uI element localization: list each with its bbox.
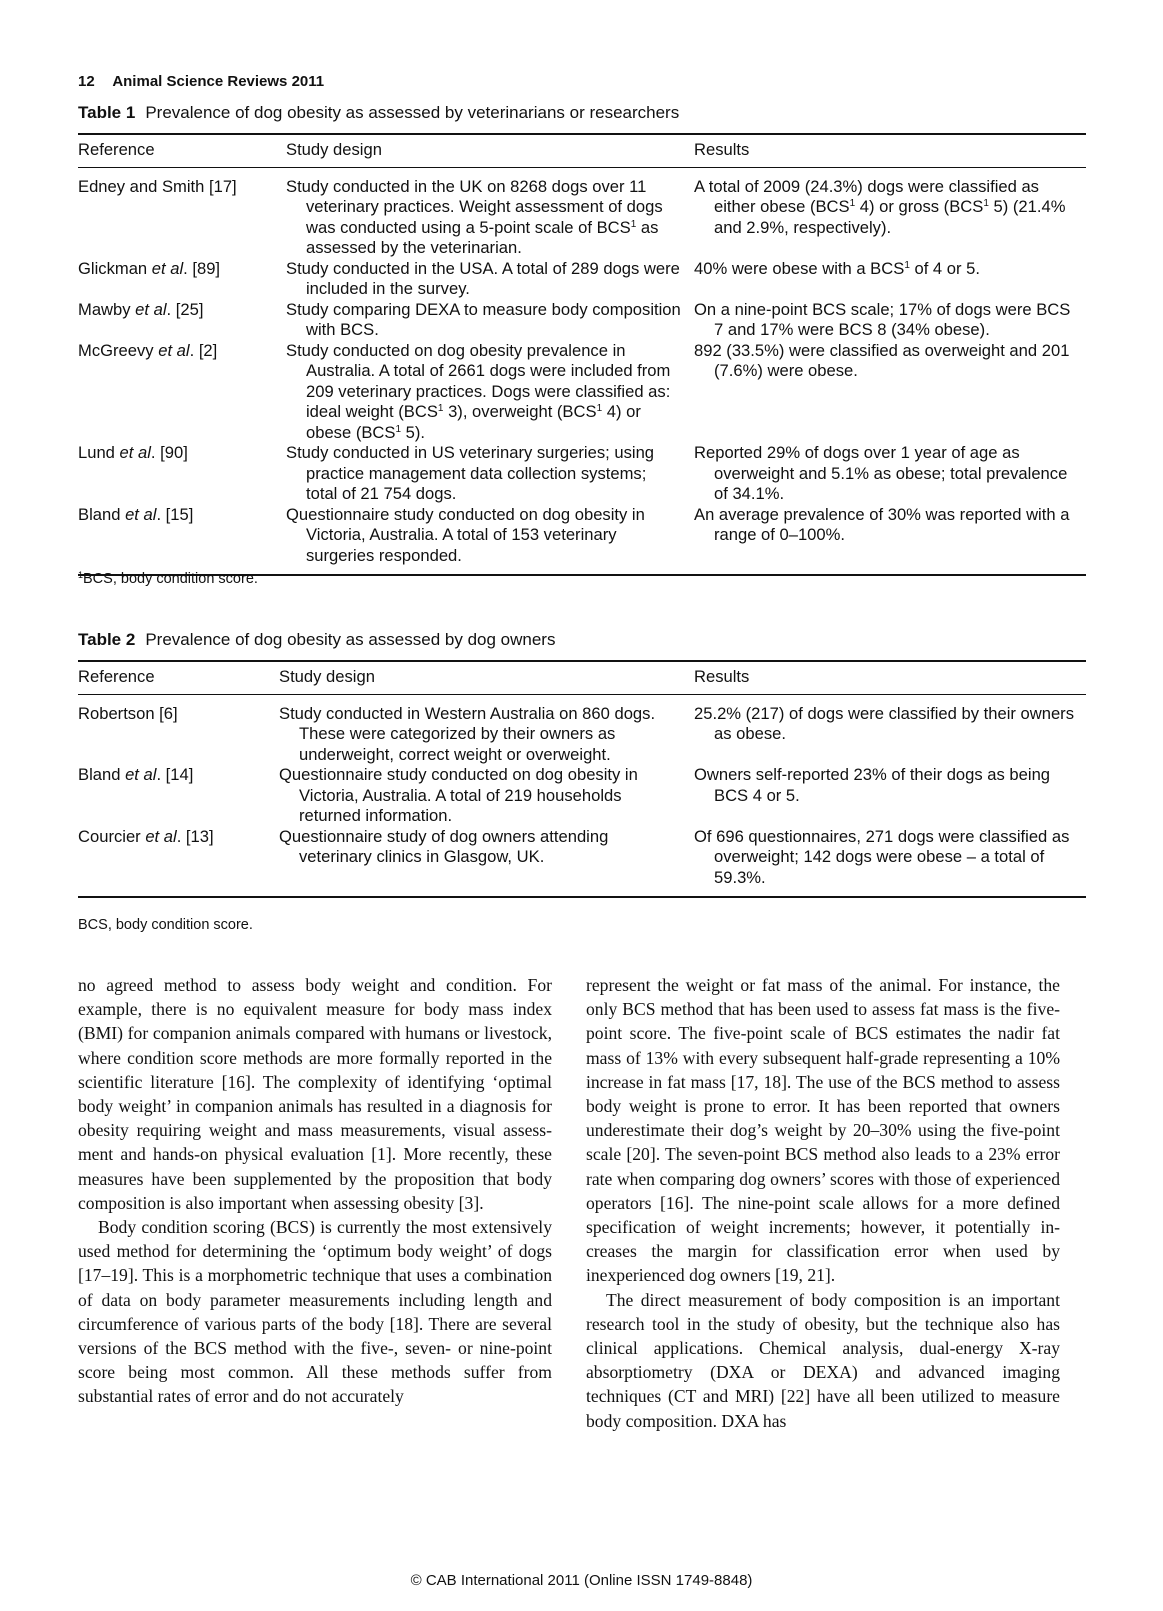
reference-cell: Mawby et al. [25]	[78, 299, 204, 319]
design-cell: Questionnaire study conducted on dog obesity in Victoria, Australia. A total of 219 households returned information.	[279, 765, 638, 825]
table2-label: Table 2	[78, 630, 136, 649]
reference-cell: McGreevy et al. [2]	[78, 340, 218, 360]
table1-footnote: $^1$BCS, body condition score.	[78, 570, 258, 587]
copyright-footer: © CAB International 2011 (Online ISSN 1749-8848)	[410, 1572, 753, 1589]
results-cell: On a nine-point BCS scale; 17% of dogs were BCS 7 and 17% were BCS 8 (34% obese).	[694, 299, 1071, 339]
design-cell: Study conducted in the USA. A total of 289 dogs were included in the survey.	[286, 258, 680, 298]
table1-label: Table 1	[78, 103, 136, 122]
results-cell: An average prevalence of 30% was reported with a range of 0–100%.	[694, 505, 1086, 576]
table1-caption	[78, 103, 679, 123]
table1-row	[78, 443, 1086, 505]
results-cell: Of 696 questionnaires, 271 dogs were classified as overweight; 142 dogs were obese – a total of 59.3%.	[694, 827, 1086, 898]
results-cell: 40% were obese with a BCS$^1$ of 4 or 5.	[694, 258, 980, 278]
table2-col-results: Results	[694, 661, 1086, 694]
results-cell: 892 (33.5%) were classified as overweight and 201 (7.6%) were obese.	[694, 340, 1070, 380]
design-cell: Study comparing DEXA to measure body composition with BCS.	[286, 299, 681, 339]
table1-caption-text: Prevalence of dog obesity as assessed by veterinarians or researchers	[145, 103, 680, 122]
table2-row	[78, 765, 1086, 827]
results-cell: 25.2% (217) of dogs were classified by their owners as obese.	[694, 703, 1075, 743]
table1-col-reference: Reference	[78, 134, 286, 167]
table2-body	[78, 694, 1086, 897]
body-column-right	[586, 973, 1060, 1433]
design-cell: Study conducted in the UK on 8268 dogs over 11 veterinary practices. Weight assessment of dogs was conducted using a 5-point scale of BCS$^1$ as assessed by the veterinarian.	[286, 176, 663, 257]
results-cell: Owners self-reported 23% of their dogs as being BCS 4 or 5.	[694, 765, 1051, 805]
table1	[78, 133, 1086, 576]
page-number: 12	[78, 73, 95, 90]
body-paragraph: represent the weight or fat mass of the animal. For instance, the only BCS method that has been used to assess fat mass is the five-point score. The five-point scale of BCS estimates the nadir fat mass of 13% with every subsequent half-grade representing a 10% increase in fat mass [17, 18]. The use of the BCS method to assess body weight is prone to error. It has been reported that owners underestimate their dog’s weight by 20–30% using the five-point scale [20]. The seven-point BCS method also leads to a 23% error rate when comparing dog owners’ scores with those of experienced operators [16]. The nine-point scale allows for a more defined specification of weight increments; however, it potentially increases the margin for classification error when used by inexperienced dog owners [19, 21].	[586, 975, 1060, 1286]
reference-cell: Glickman et al. [89]	[78, 258, 221, 278]
reference-cell: Lund et al. [90]	[78, 443, 188, 462]
table1-col-design: Study design	[286, 134, 694, 167]
body-paragraph: no agreed method to assess body weight and condition. For example, there is no equivalent measure for body mass index (BMI) for companion animals compared with humans or livestock, where condition score methods are more formally reported in the scientific literature [16]. The complexity of identifying ‘optimal body weight’ in companion animals has resulted in a diagnosis for obesity requiring weight and mass measurements, visual assessment and hands-on physical evaluation [1]. More recently, these measures have been supplemented by the proposition that body composition is also important when assessing obesity [3].	[78, 975, 552, 1213]
reference-cell: Courcier et al. [13]	[78, 827, 279, 898]
table2-caption	[78, 630, 555, 650]
table2-col-reference: Reference	[78, 661, 279, 694]
body-paragraph: Body condition scoring (BCS) is currently the most extensively used method for determining the ‘optimum body weight’ of dogs [17–19]. This is a morphometric technique that uses a combination of data on body parameter measurements including length and circumference of various parts of the body [18]. There are several versions of the BCS method with the five-, seven- or nine-point score being most common. All these methods suffer from substantial rates of error and do not accurately	[78, 1217, 552, 1407]
body-column-left	[78, 973, 552, 1409]
running-header	[78, 73, 324, 90]
journal-title: Animal Science Reviews 2011	[112, 73, 325, 90]
table1-row	[78, 505, 1086, 576]
body-paragraph: The direct measurement of body composition is an important research tool in the study of obesity, but the technique also has clinical applications. Chemical analysis, dual-energy X-ray absorptiometry (DXA or DEXA) and advanced imaging techniques (CT and MRI) [22] have all been utilized to measure body composition. DXA has	[586, 1289, 1060, 1431]
table1-header-row	[78, 134, 1086, 167]
design-cell: Study conducted in Western Australia on 860 dogs. These were categorized by their owners as underweight, correct weight or overweight.	[279, 703, 656, 764]
table2-col-design: Study design	[279, 661, 694, 694]
table2-caption-text: Prevalence of dog obesity as assessed by dog owners	[145, 630, 556, 649]
results-cell: Reported 29% of dogs over 1 year of age as overweight and 5.1% as obese; total prevalence of 34.1%.	[694, 443, 1068, 503]
table1-row	[78, 259, 1086, 300]
table1-row	[78, 341, 1086, 444]
reference-cell: Edney and Smith [17]	[78, 176, 237, 196]
reference-cell: Robertson [6]	[78, 703, 178, 723]
reference-cell: Bland et al. [15]	[78, 505, 286, 576]
table1-row	[78, 300, 1086, 341]
table2-header-row	[78, 661, 1086, 694]
design-cell: Questionnaire study conducted on dog obesity in Victoria, Australia. A total of 153 veterinary surgeries responded.	[286, 505, 694, 576]
table2-row	[78, 827, 1086, 898]
design-cell: Questionnaire study of dog owners attending veterinary clinics in Glasgow, UK.	[279, 827, 694, 898]
table2-row	[78, 694, 1086, 765]
table2-footnote: BCS, body condition score.	[78, 917, 253, 933]
table1-body	[78, 167, 1086, 575]
reference-cell: Bland et al. [14]	[78, 765, 194, 784]
results-cell: A total of 2009 (24.3%) dogs were classified as either obese (BCS$^1$ 4) or gross (BCS$^1$ 5) (21.4% and 2.9%, respectively).	[694, 176, 1066, 237]
design-cell: Study conducted in US veterinary surgeries; using practice management data collection systems; total of 21 754 dogs.	[286, 443, 655, 503]
table2	[78, 660, 1086, 898]
table1-row	[78, 167, 1086, 259]
table1-col-results: Results	[694, 134, 1086, 167]
design-cell: Study conducted on dog obesity prevalence in Australia. A total of 2661 dogs were included from 209 veterinary practices. Dogs were classified as: ideal weight (BCS$^1$ 3), overweight (BCS$^1$ 4) or obese (BCS$^1$ 5).	[286, 340, 671, 442]
